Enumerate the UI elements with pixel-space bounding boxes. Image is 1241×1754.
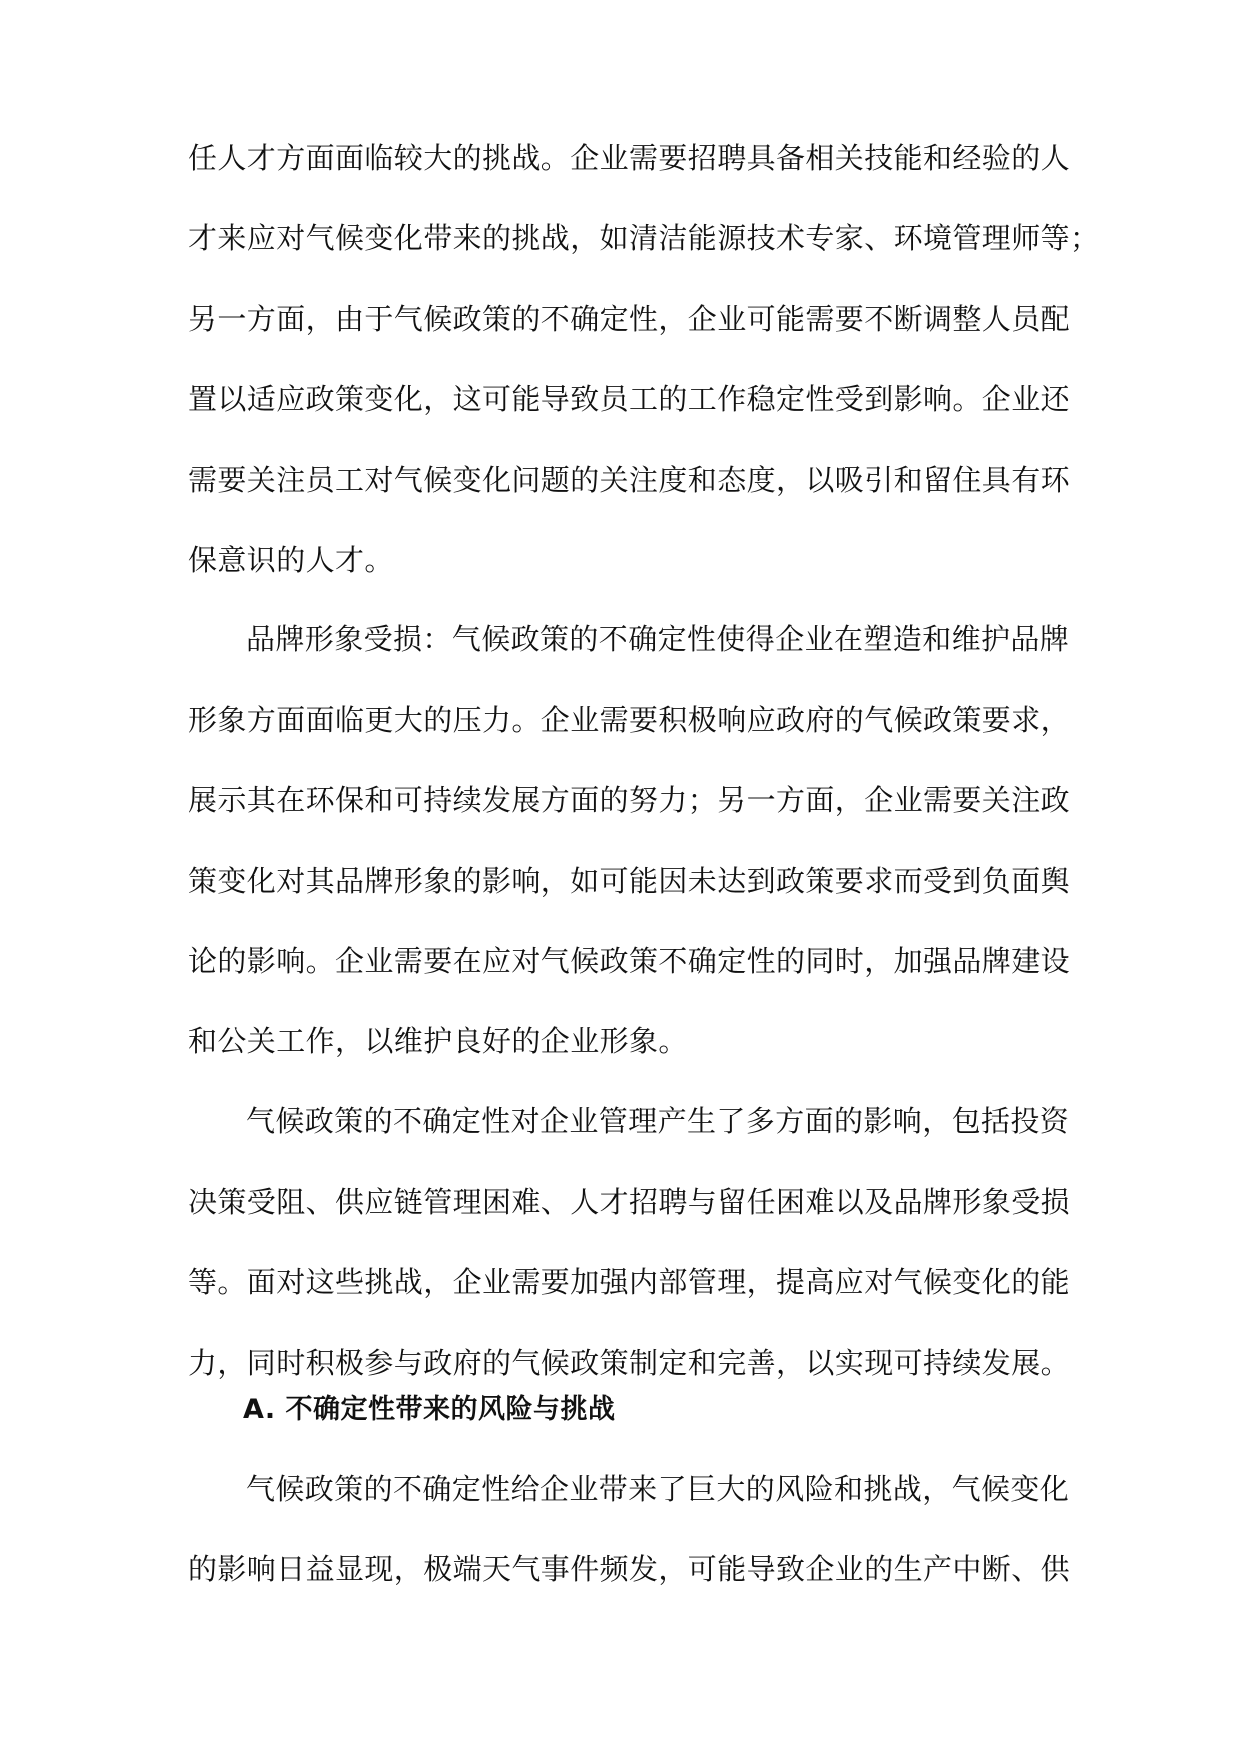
text-line: 任人才方面面临较大的挑战。企业需要招聘具备相关技能和经验的人: [188, 141, 1071, 175]
text-line: 的影响日益显现，极端天气事件频发，可能导致企业的生产中断、供: [188, 1552, 1071, 1586]
text-line: 保意识的人才。: [188, 543, 394, 577]
text-line: 决策受阻、供应链管理困难、人才招聘与留任困难以及品牌形象受损: [188, 1185, 1071, 1219]
text-line: 形象方面面临更大的压力。企业需要积极响应政府的气候政策要求，: [188, 703, 1071, 737]
text-line: 才来应对气候变化带来的挑战，如清洁能源技术专家、环境管理师等；: [188, 221, 1100, 255]
text-line: 气候政策的不确定性给企业带来了巨大的风险和挑战，气候变化: [246, 1472, 1070, 1506]
text-line: 另一方面，由于气候政策的不确定性，企业可能需要不断调整人员配: [188, 302, 1071, 336]
text-line: 论的影响。企业需要在应对气候政策不确定性的同时，加强品牌建设: [188, 944, 1071, 978]
text-line: 需要关注员工对气候变化问题的关注度和态度，以吸引和留住具有环: [188, 463, 1071, 497]
text-line: 品牌形象受损：气候政策的不确定性使得企业在塑造和维护品牌: [246, 622, 1070, 656]
text-line: 展示其在环保和可持续发展方面的努力；另一方面，企业需要关注政: [188, 783, 1071, 817]
text-line: 策变化对其品牌形象的影响，如可能因未达到政策要求而受到负面舆: [188, 864, 1071, 898]
text-line: 力，同时积极参与政府的气候政策制定和完善，以实现可持续发展。: [188, 1346, 1071, 1380]
section-heading: A. 不确定性带来的风险与挑战: [243, 1394, 616, 1425]
text-line: 置以适应政策变化，这可能导致员工的工作稳定性受到影响。企业还: [188, 382, 1071, 416]
text-line: 和公关工作，以维护良好的企业形象。: [188, 1024, 688, 1058]
text-line: 等。面对这些挑战，企业需要加强内部管理，提高应对气候变化的能: [188, 1265, 1071, 1299]
text-line: 气候政策的不确定性对企业管理产生了多方面的影响，包括投资: [246, 1104, 1070, 1138]
